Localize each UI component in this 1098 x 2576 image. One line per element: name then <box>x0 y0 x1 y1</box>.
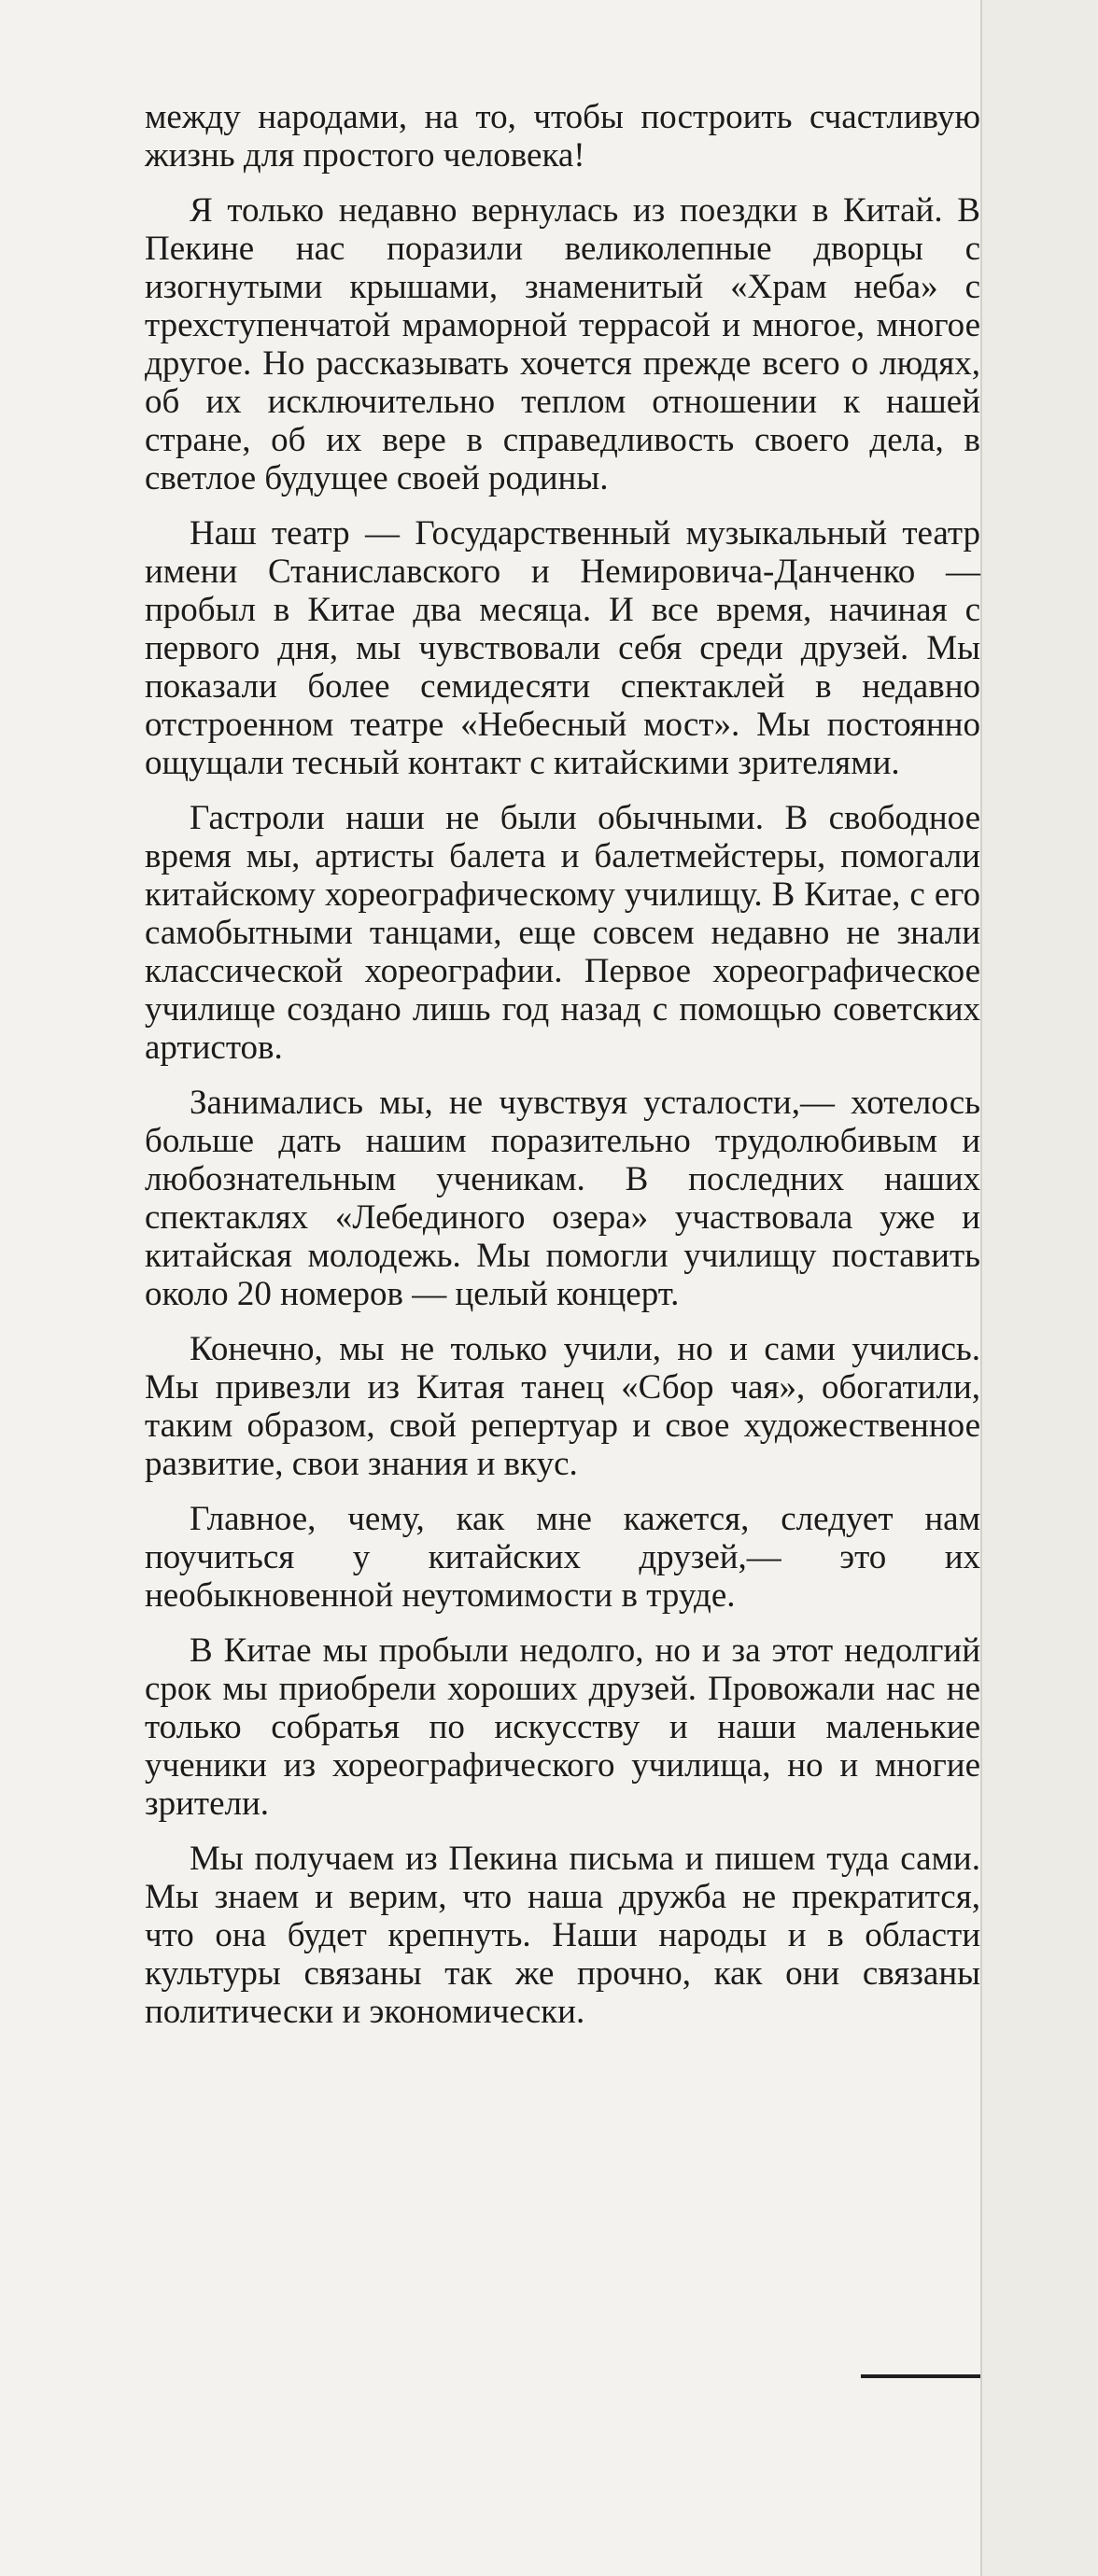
article-column <box>145 98 980 2048</box>
article-paragraph: между народами, на то, чтобы построить счастливую жизнь для простого человека! <box>145 98 980 175</box>
article-paragraph: Я только недавно вернулась из поездки в Китай. В Пекине нас поразили великолепные дворцы с изогнутыми крышами, знаменитый «Храм неба» с трехступенчатой мраморной террасой и многое, многое другое. Но рассказывать хочется прежде всего о людях, об их исключительно теплом отношении к нашей стране, об их вере в справедливость своего дела, в светлое будущее своей родины. <box>145 191 980 497</box>
article-paragraph: Занимались мы, не чувствуя усталости,— хотелось больше дать нашим поразительно трудолюбивым и любознательным ученикам. В последних наших спектаклях «Лебединого озера» участвовала уже и китайская молодежь. Мы помогли училищу поставить около 20 номеров — целый концерт. <box>145 1084 980 1313</box>
article-paragraph: Наш театр — Государственный музыкальный театр имени Станиславского и Немировича-Данченко — пробыл в Китае два месяца. И все время, начиная с первого дня, мы чувствовали себя среди друзей. Мы показали более семидесяти спектаклей в недавно отстроенном театре «Небесный мост». Мы постоянно ощущали тесный контакт с китайскими зрителями. <box>145 514 980 782</box>
article-paragraph: Конечно, мы не только учили, но и сами учились. Мы привезли из Китая танец «Сбор чая», обогатили, таким образом, свой репертуар и свое художественное развитие, свои знания и вкус. <box>145 1330 980 1483</box>
article-paragraph: Главное, чему, как мне кажется, следует нам поучиться у китайских друзей,— это их необыкновенной неутомимости в труде. <box>145 1500 980 1615</box>
article-end-rule <box>861 2374 980 2378</box>
article-paragraph: Мы получаем из Пекина письма и пишем туда сами. Мы знаем и верим, что наша дружба не прекратится, что она будет крепнуть. Наши народы и в области культуры связаны так же прочно, как они связаны политически и экономически. <box>145 1840 980 2031</box>
column-divider <box>980 0 982 2576</box>
article-paragraph: В Китае мы пробыли недолго, но и за этот недолгий срок мы приобрели хороших друзей. Провожали нас не только собратья по искусству и наши маленькие ученики из хореографического училища, но и многие зрители. <box>145 1631 980 1823</box>
adjacent-column-margin <box>982 0 1098 2576</box>
article-paragraph: Гастроли наши не были обычными. В свободное время мы, артисты балета и балетмейстеры, помогали китайскому хореографическому училищу. В Китае, с его самобытными танцами, еще совсем недавно не знали классической хореографии. Первое хореографическое училище создано лишь год назад с помощью советских артистов. <box>145 799 980 1067</box>
